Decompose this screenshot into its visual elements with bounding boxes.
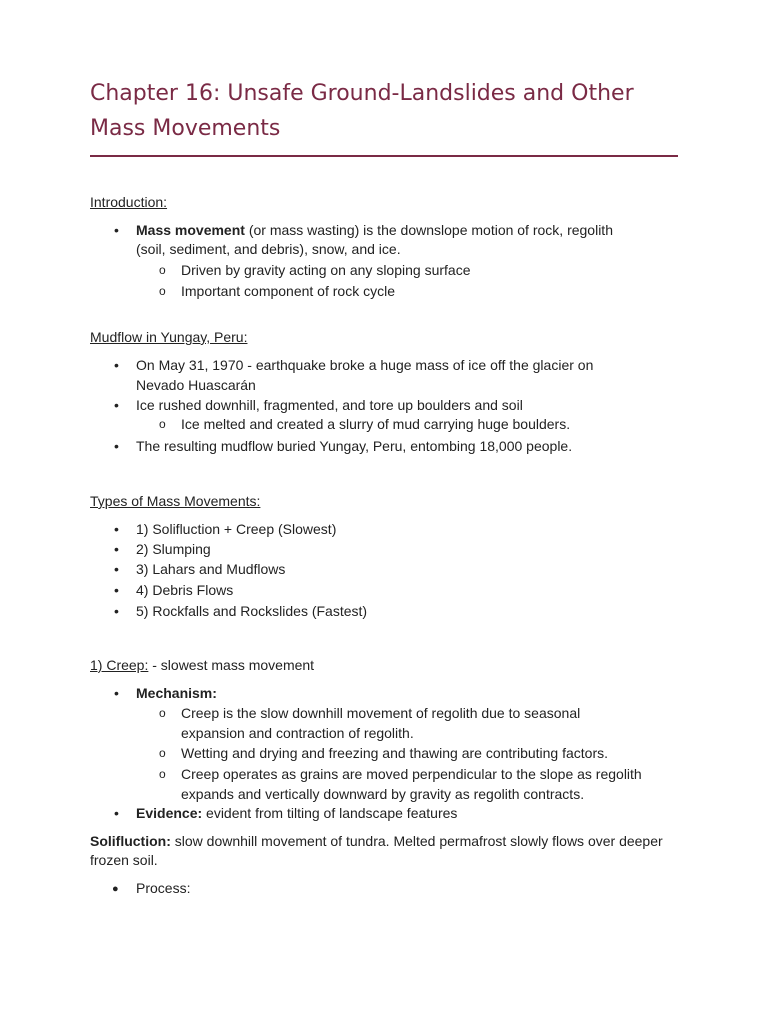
list-item [136,221,613,239]
creep-heading-text: - slowest mass movement [148,657,315,673]
solifluction-paragraph [90,832,690,870]
sub-list-item: Creep operates as grains are moved perpendicular to the slope as regolith [181,766,642,782]
sub-list-item: Wetting and drying and freezing and thawing are contributing factors. [181,745,608,761]
section-heading-yungay: Mudflow in Yungay, Peru: [90,329,248,345]
section-heading-introduction: Introduction: [90,194,168,210]
list-item: 1) Solifluction + Creep (Slowest) [136,521,337,537]
sub-bullet-marker: o [159,284,166,298]
sub-bullet-marker: o [159,746,166,760]
list-item: The resulting mudflow buried Yungay, Peru, entombing 18,000 people. [136,438,573,454]
title-divider [90,155,678,157]
list-item: 3) Lahars and Mudflows [136,561,286,577]
sub-item-continued: expands and vertically downward by gravity as regolith contracts. [181,786,585,802]
bullet-marker: • [114,685,119,701]
list-item: 2) Slumping [136,541,211,557]
sub-bullet-marker: o [159,263,166,277]
item-text-continued: Nevado Huascarán [136,377,256,393]
evidence-text: evident from tilting of landscape features [202,805,458,821]
bullet-marker: • [114,805,119,821]
sub-list-item: Driven by gravity acting on any sloping surface [181,262,471,278]
bullet-marker: • [114,582,119,598]
item-text: (or mass wasting) is the downslope motion of rock, regolith [244,222,613,238]
bullet-marker: • [114,438,119,454]
sub-list-item: Ice melted and created a slurry of mud carrying huge boulders. [181,416,571,432]
sub-bullet-marker: o [159,767,166,781]
list-item: Process: [136,880,191,896]
sub-item-continued: expansion and contraction of regolith. [181,725,414,741]
list-item: On May 31, 1970 - earthquake broke a huge mass of ice off the glacier on [136,357,594,373]
bullet-marker: • [114,397,119,413]
evidence-label: Evidence: [136,805,203,821]
section-heading-types: Types of Mass Movements: [90,493,261,509]
solifluction-text: slow downhill movement of tundra. Melted permafrost slowly flows over deeper frozen soil. [90,833,663,868]
item-text-continued: (soil, sediment, and debris), snow, and ice. [136,241,401,257]
mechanism-label: Mechanism: [136,685,217,701]
bullet-marker: • [114,603,119,619]
solifluction-label: Solifluction: [90,833,171,849]
list-item: 5) Rockfalls and Rockslides (Fastest) [136,603,368,619]
list-item: 4) Debris Flows [136,582,234,598]
term-mass-movement: Mass movement [136,222,245,238]
bullet-marker: • [114,357,119,373]
sub-list-item: Creep is the slow downhill movement of regolith due to seasonal [181,705,581,721]
bullet-marker: • [114,561,119,577]
bullet-marker: • [114,222,119,238]
page-title: Chapter 16: Unsafe Ground-Landslides and Other Mass Movements [90,81,634,141]
list-item: Ice rushed downhill, fragmented, and tore up boulders and soil [136,397,523,413]
bullet-marker: ● [112,883,119,895]
sub-bullet-marker: o [159,706,166,720]
bullet-marker: • [114,541,119,557]
bullet-marker: • [114,521,119,537]
sub-list-item: Important component of rock cycle [181,283,395,299]
sub-bullet-marker: o [159,417,166,431]
list-item [136,804,457,822]
section-heading-creep [90,656,314,674]
creep-heading-label: 1) Creep: [90,657,149,673]
